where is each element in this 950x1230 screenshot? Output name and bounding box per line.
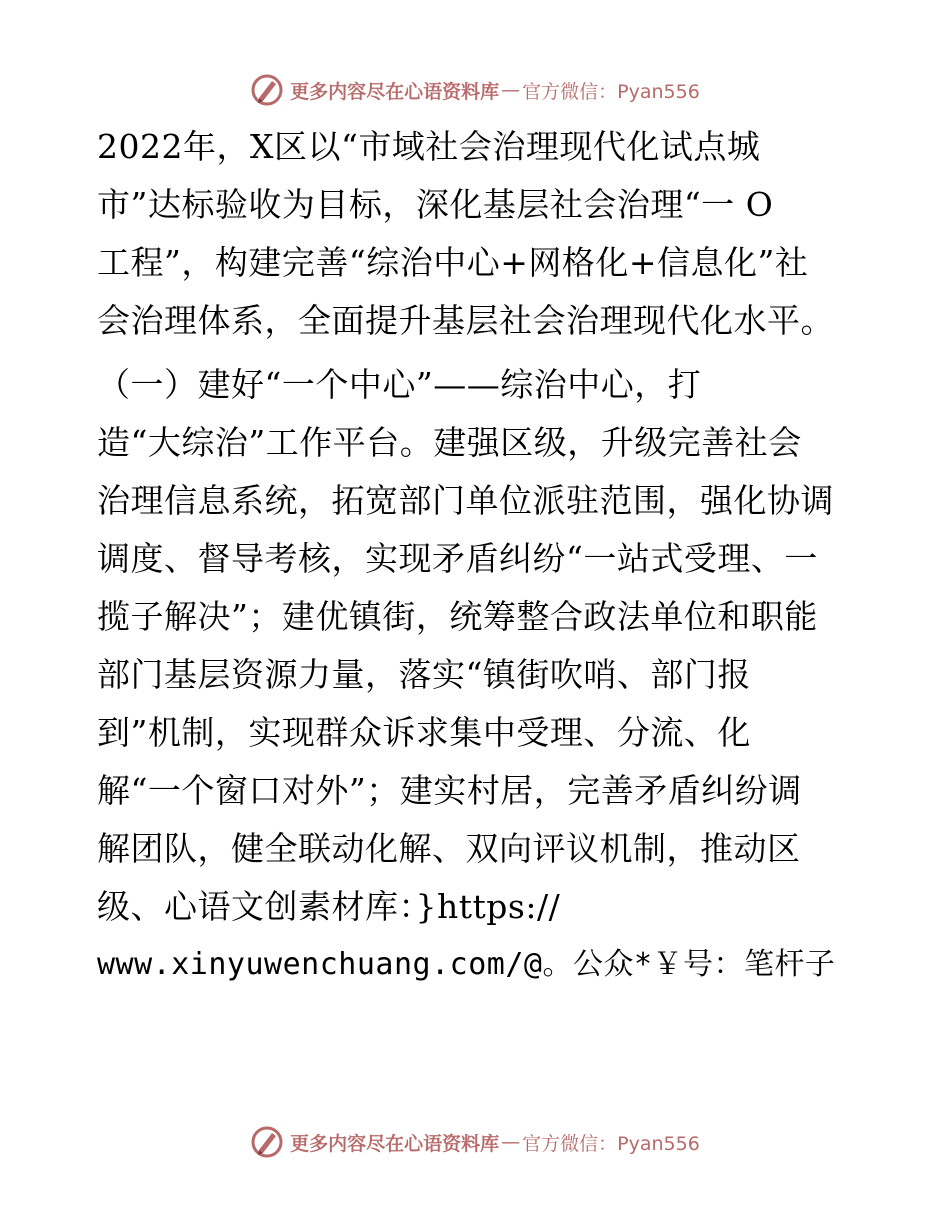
watermark-dash: —	[501, 1131, 521, 1153]
text-line: 到”机制，实现群众诉求集中受理、分流、化	[97, 713, 751, 752]
paragraph-intro	[97, 118, 857, 350]
watermark-dash: —	[501, 79, 521, 101]
text-line-url: www.xinyuwenchuang.com/@。公众*￥号：笔杆子	[97, 947, 836, 982]
text-line: 造“大综治”工作平台。建强区级，升级完善社会	[97, 423, 802, 462]
watermark-footer	[0, 1122, 950, 1162]
text-line: 解“一个窗口对外”；建实村居，完善矛盾纠纷调	[97, 771, 802, 810]
text-line: 解团队，健全联动化解、双向评议机制，推动区	[97, 829, 801, 868]
text-line: 会治理体系，全面提升基层社会治理现代化水平。	[97, 301, 834, 340]
watermark-sub-text: 官方微信：Pyan556	[522, 80, 700, 103]
text-line: 市”达标验收为目标，深化基层社会治理“一 O	[97, 185, 774, 224]
text-line: 2022年，X区以“市域社会治理现代化试点城	[97, 127, 761, 166]
paragraph-section-one	[97, 356, 857, 994]
text-line: 部门基层资源力量，落实“镇街吹哨、部门报	[97, 655, 751, 694]
text-line: 级、心语文创素材库：}https://	[97, 887, 561, 926]
pen-logo-icon	[250, 73, 284, 107]
watermark-main-text: 更多内容尽在心语资料库	[290, 1132, 500, 1155]
text-line: 治理信息系统，拓宽部门单位派驻范围，强化协调	[97, 481, 834, 520]
text-line: 工程”，构建完善“综治中心+网格化+信息化”社	[97, 243, 809, 282]
watermark-header	[0, 70, 950, 110]
text-line: 揽子解决”；建优镇街，统筹整合政法单位和职能	[97, 597, 818, 636]
document-body	[97, 118, 857, 994]
pen-logo-icon	[250, 1125, 284, 1159]
watermark-main-text: 更多内容尽在心语资料库	[290, 80, 500, 103]
section-heading-line: （一）建好“一个中心”——综治中心，打	[97, 365, 702, 404]
text-line: 调度、督导考核，实现矛盾纠纷“一站式受理、一	[97, 539, 818, 578]
watermark-sub-text: 官方微信：Pyan556	[522, 1132, 700, 1155]
